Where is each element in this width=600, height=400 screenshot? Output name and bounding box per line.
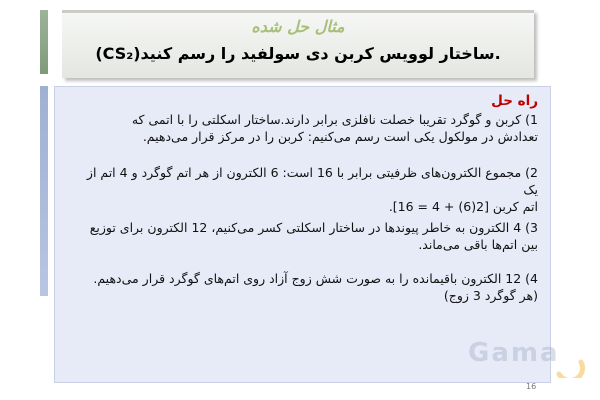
content-accent-bar: [40, 86, 48, 296]
step-2-line-2: یک: [523, 182, 538, 197]
step-3-line-2: بین اتم‌ها باقی می‌ماند.: [418, 237, 538, 252]
slide-subtitle: .ساختار لوویس کربن دی سولفید را رسم کنید(CS₂): [95, 44, 501, 63]
step-4-line-2: (هر گوگرد 3 زوج): [443, 288, 538, 303]
slide-title: مثال حل شده: [251, 17, 345, 36]
step-1-line-1: 1) کربن و گوگرد تقریبا خصلت نافلزی برابر دارند.ساختار اسکلتی را با اتمی که: [131, 112, 538, 127]
step-3-line-1: 3) 4 الکترون به خاطر پیوندها در ساختار اسکلتی کسر می‌کنیم، 12 الکترون برای توزیع: [89, 220, 538, 235]
watermark-logo: Gama: [468, 338, 560, 368]
step-2-line-1: 2) مجموع الکترون‌های ظرفیتی برابر با 16 است: 6 الکترون از هر اتم گوگرد و 4 اتم از: [86, 165, 538, 180]
step-4: [62, 270, 538, 304]
step-1: [62, 111, 538, 145]
step-3: [62, 219, 538, 253]
solution-heading: راه حل: [491, 93, 538, 109]
step-2-line-3: اتم کربن [2(6) + 4 = 16].: [388, 199, 538, 214]
step-4-line-1: 4) 12 الکترون باقیمانده را به صورت شش زوج آزاد روی اتم‌های گوگرد قرار می‌دهیم.: [93, 271, 538, 286]
step-2: [62, 164, 538, 215]
watermark-arc-icon: [555, 348, 585, 378]
page-number: 16: [526, 382, 537, 391]
title-accent-bar: [40, 10, 48, 74]
step-1-line-2: تعدادش در مولکول یکی است رسم می‌کنیم: کربن را در مرکز قرار می‌دهیم.: [142, 129, 538, 144]
title-box-rule: [62, 10, 534, 13]
